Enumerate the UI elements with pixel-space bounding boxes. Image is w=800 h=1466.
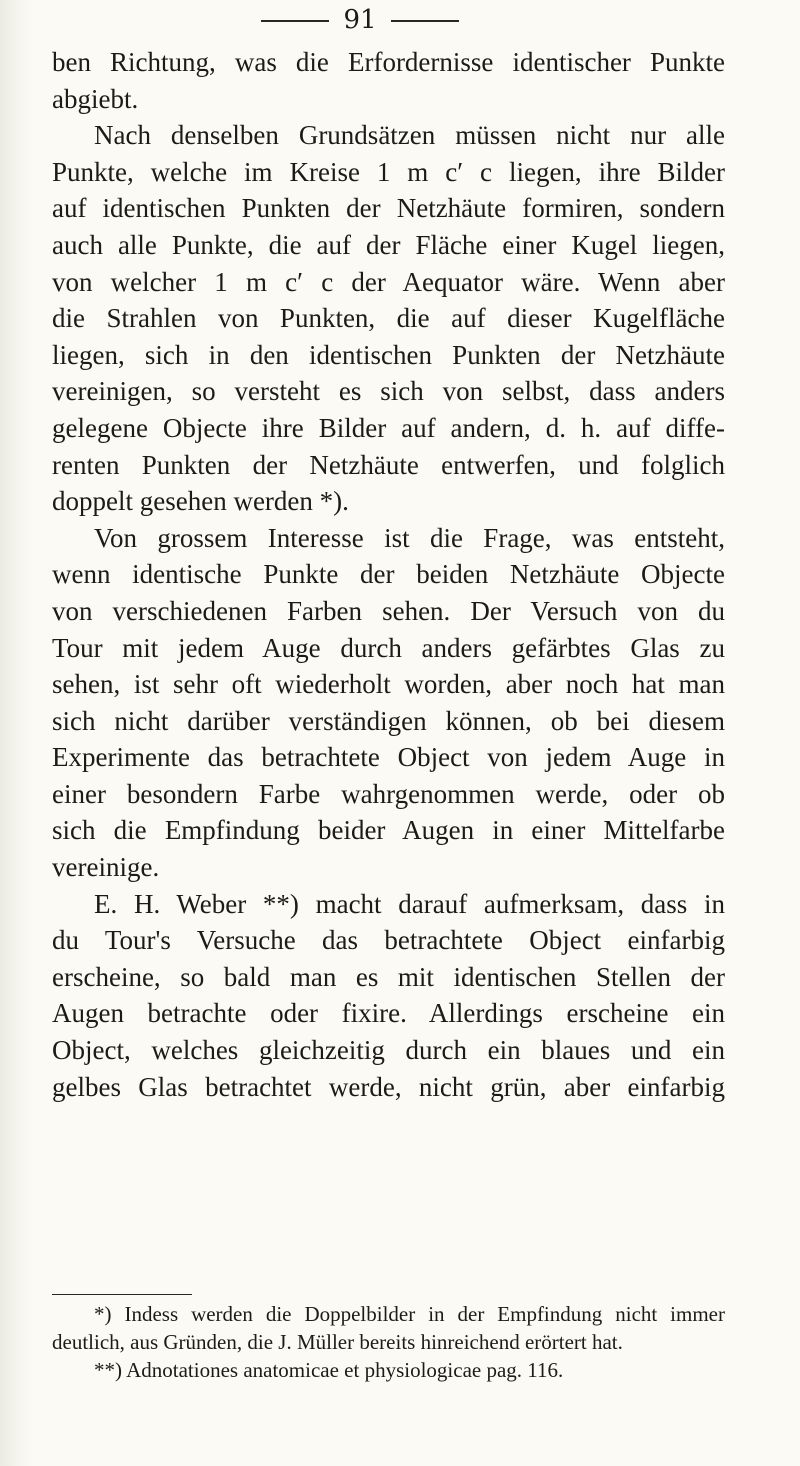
text-line: Experimente das betrachtete Object von jedem Auge in: [52, 742, 725, 773]
text-line: sich nicht darüber verständigen können, ob bei diesem: [52, 705, 725, 736]
text-line: Nach denselben Grundsätzen müssen nicht nur alle: [94, 120, 725, 151]
footnote-separator: [52, 1294, 192, 1295]
text-line: Von grossem Interesse ist die Frage, was entsteht,: [94, 522, 725, 553]
binding-shadow: [0, 0, 34, 1466]
text-line: vereinige.: [52, 852, 160, 883]
text-line: auch alle Punkte, die auf der Fläche einer Kugel liegen,: [52, 229, 725, 260]
body-text: [52, 44, 725, 1105]
text-line: Punkte, welche im Kreise 1 m c′ c liegen, ihre Bilder: [52, 156, 725, 187]
text-line: gelbes Glas betrachtet werde, nicht grün, aber einfarbig: [52, 1071, 725, 1102]
text-line: du Tour's Versuche das betrachtete Object einfarbig: [52, 925, 725, 956]
text-line: erscheine, so bald man es mit identischen Stellen der: [52, 961, 725, 992]
text-line: E. H. Weber **) macht darauf aufmerksam, dass in: [94, 888, 725, 919]
footnotes: [52, 1300, 725, 1384]
text-line: sehen, ist sehr oft wiederholt worden, aber noch hat man: [52, 669, 725, 700]
footnote-line: **) Adnotationes anatomicae et physiologicae pag. 116.: [94, 1358, 564, 1382]
text-line: auf identischen Punkten der Netzhäute formiren, sondern: [52, 193, 725, 224]
text-line: die Strahlen von Punkten, die auf dieser Kugelfläche: [52, 303, 725, 334]
footnote-line: deutlich, aus Gründen, die J. Müller bereits hinreichend erörtert hat.: [52, 1330, 623, 1354]
footnote-line: *) Indess werden die Doppelbilder in der Empfindung nicht immer: [94, 1302, 725, 1326]
text-line: Object, welches gleichzeitig durch ein blaues und ein: [52, 1035, 725, 1066]
header-rule-left: [261, 20, 329, 22]
text-line: doppelt gesehen werden *).: [52, 486, 349, 517]
text-line: ben Richtung, was die Erfordernisse identischer Punkte: [52, 47, 725, 77]
text-line: abgiebt.: [52, 83, 139, 114]
text-line: wenn identische Punkte der beiden Netzhäute Objecte: [52, 559, 725, 590]
text-line: Augen betrachte oder fixire. Allerdings erscheine ein: [52, 998, 725, 1029]
text-line: von welcher 1 m c′ c der Aequator wäre. Wenn aber: [52, 266, 725, 297]
text-line: vereinigen, so versteht es sich von selbst, dass anders: [52, 376, 725, 407]
text-line: von verschiedenen Farben sehen. Der Versuch von du: [52, 595, 725, 626]
text-line: Tour mit jedem Auge durch anders gefärbtes Glas zu: [52, 632, 725, 663]
text-line: renten Punkten der Netzhäute entwerfen, und folglich: [52, 449, 725, 480]
text-line: sich die Empfindung beider Augen in einer Mittelfarbe: [52, 815, 725, 846]
text-line: einer besondern Farbe wahrgenommen werde, oder ob: [52, 778, 725, 809]
text-line: gelegene Objecte ihre Bilder auf andern, d. h. auf diffe-: [52, 412, 725, 443]
page-number: 91: [343, 5, 377, 35]
page-header: [0, 2, 720, 38]
header-rule-right: [391, 20, 459, 22]
text-line: liegen, sich in den identischen Punkten der Netzhäute: [52, 339, 725, 370]
